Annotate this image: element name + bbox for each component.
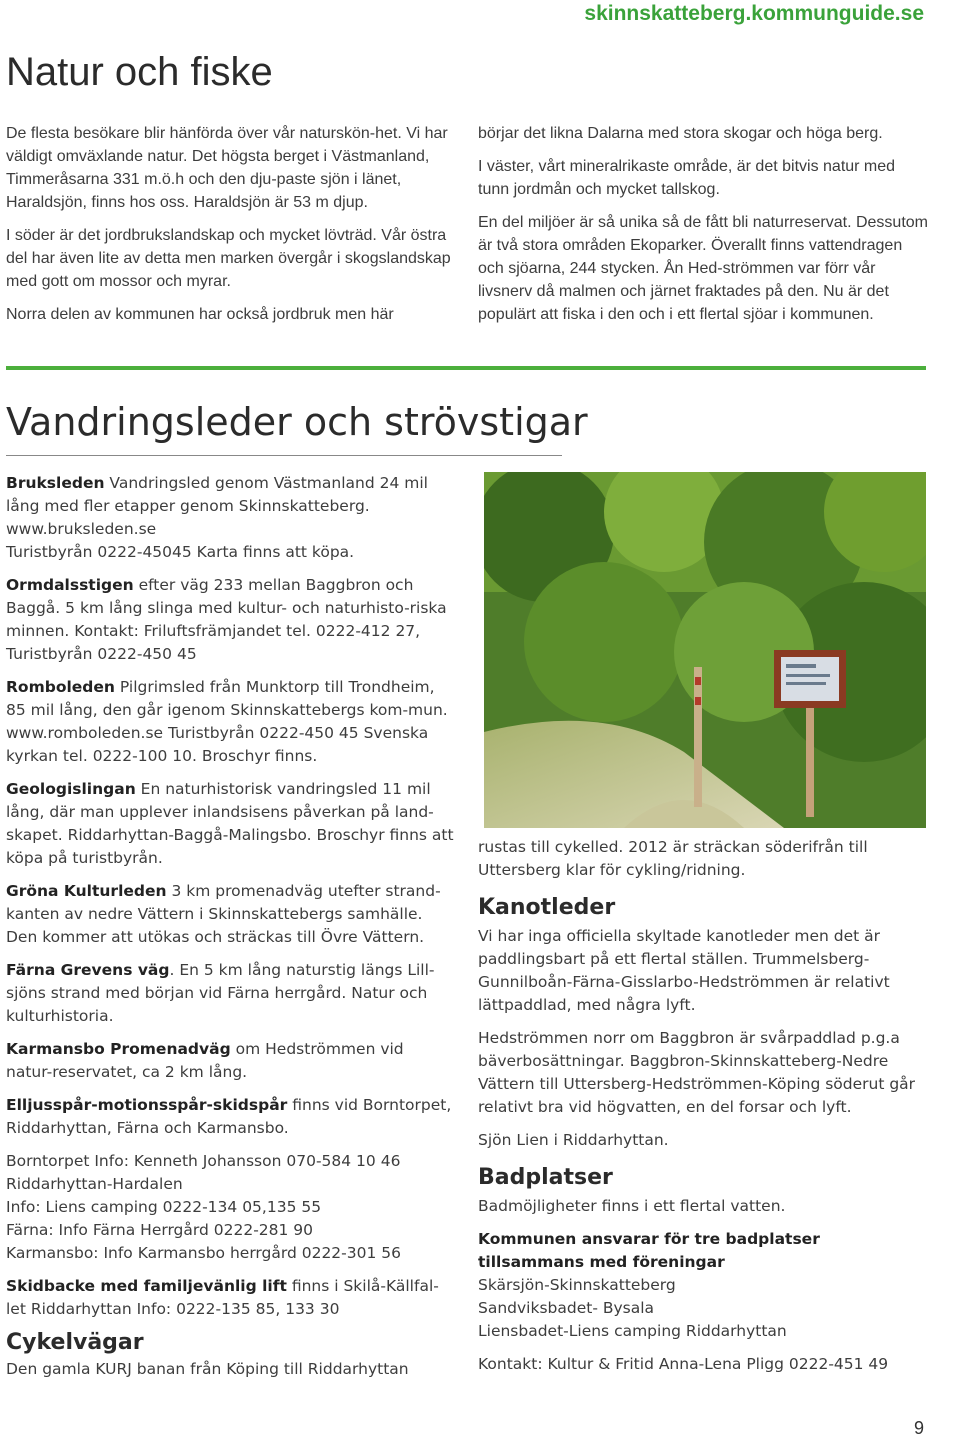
trail-text: . En 5 km lång naturstig längs Lill-sjöns strand med början vid Färna herrgård. Natur och kulturhistoria. bbox=[6, 961, 435, 1025]
contact-line: Info: Liens camping 0222-134 05,135 55 bbox=[6, 1198, 322, 1216]
skidbacke-name: Skidbacke med familjevänlig lift bbox=[6, 1277, 287, 1295]
intro-paragraph: De flesta besökare blir hänförda över vår naturskön-het. Vi har väldigt omväxlande natur. Det högsta berget i Västmanland, Timmeråsarna 331 m.ö.h och den dju-paste sjön i länet, Haraldsjön, finns hos oss. Haraldsjön är 53 m djup. bbox=[6, 125, 448, 211]
intro-paragraph: I väster, vårt mineralrikaste område, är det bitvis natur med tunn jordmån och mycket tallskog. bbox=[478, 158, 896, 198]
contact-line: Riddarhyttan-Hardalen bbox=[6, 1175, 183, 1193]
bad-intro: Badmöjligheter finns i ett flertal vatten. bbox=[478, 1197, 786, 1215]
intro-paragraph: Norra delen av kommunen har också jordbruk men här bbox=[6, 306, 394, 323]
section-title: Vandringsleder och strövstigar bbox=[6, 400, 588, 444]
intro-right-column bbox=[478, 122, 928, 336]
trail-text: Pilgrimsled från Munktorp till Trondheim, 85 mil lång, den går igenom Skinnskattebergs kom-mun. www.romboleden.se Turistbyrån 0222-450 45 Svenska kyrkan tel. 0222-100 10. Broschyr finns. bbox=[6, 678, 448, 765]
skidbacke-item bbox=[6, 1275, 454, 1321]
kanot-paragraph: Hedströmmen norr om Baggbron är svårpaddlad p.g.a bäverbosättningar. Baggbron-Skinnskatteberg-Nedre Vättern till Uttersberg-Hedströmmen-Köping söderut går relativt bra vid högvatten, en del forsar och lyft. bbox=[478, 1029, 916, 1116]
trail-name: Romboleden bbox=[6, 678, 115, 696]
section-divider bbox=[6, 366, 926, 370]
site-url[interactable]: skinnskatteberg.kommunguide.se bbox=[584, 2, 924, 25]
bad-place: Sandviksbadet- Bysala bbox=[478, 1299, 655, 1317]
trail-name: Elljusspår-motionsspår-skidspår bbox=[6, 1096, 288, 1114]
trail-name: Karmansbo Promenadväg bbox=[6, 1040, 231, 1058]
bad-place: Skärsjön-Skinnskatteberg bbox=[478, 1276, 676, 1294]
skidbacke-text: finns i Skilå-Källfal-let Riddarhyttan Info: 0222-135 85, 133 30 bbox=[6, 1277, 439, 1318]
trail-text: Vandringsled genom Västmanland 24 mil lång med fler etapper genom Skinnskatteberg. www.bruksleden.se bbox=[6, 474, 428, 538]
page-title: Natur och fiske bbox=[6, 50, 273, 94]
trail-text: En naturhistorisk vandringsled 11 mil lång, där man upplever inlandsisens påverkan på land-skapet. Riddarhyttan-Baggå-Malingsbo. Broschyr finns att köpa på turistbyrån. bbox=[6, 780, 454, 867]
trail-name: Geologislingan bbox=[6, 780, 136, 798]
trail-item bbox=[6, 778, 454, 870]
contact-line: Karmansbo: Info Karmansbo herrgård 0222-301 56 bbox=[6, 1244, 401, 1262]
trail-name: Bruksleden bbox=[6, 474, 105, 492]
contact-list bbox=[6, 1150, 454, 1265]
kanot-heading: Kanotleder bbox=[478, 895, 616, 920]
trail-item bbox=[6, 676, 454, 768]
intro-paragraph: börjar det likna Dalarna med stora skogar och höga berg. bbox=[478, 125, 883, 142]
trail-name: Gröna Kulturleden bbox=[6, 882, 167, 900]
trail-item bbox=[6, 880, 454, 949]
cykel-text-left: Den gamla KURJ banan från Köping till Riddarhyttan bbox=[6, 1360, 409, 1378]
kanot-paragraph: Vi har inga officiella skyltade kanotleder men det är paddlingsbart på ett flertal ställen. Trummelsberg-Gunnilboån-Färna-Gisslarbo-Hedströmmen är relativt lättpaddlad, med några lyft. bbox=[478, 927, 890, 1014]
intro-paragraph: I söder är det jordbrukslandskap och mycket lövträd. Vår östra del har även lite av detta men marken övergår i skogslandskap med gott om mossor och myrar. bbox=[6, 227, 451, 290]
title-underline bbox=[6, 455, 562, 456]
trail-name: Färna Grevens väg bbox=[6, 961, 170, 979]
trail-text: 3 km promenadväg utefter strand-kanten av nedre Vättern i Skinnskattebergs samhälle. Den kommer att utökas och sträckas till Övre Vättern. bbox=[6, 882, 441, 946]
kanot-paragraph: Sjön Lien i Riddarhyttan. bbox=[478, 1131, 669, 1149]
trail-item bbox=[6, 1038, 454, 1084]
bad-contact: Kontakt: Kultur & Fritid Anna-Lena Pligg 0222-451 49 bbox=[478, 1355, 889, 1373]
cykel-text-right: rustas till cykelled. 2012 är sträckan söderifrån till Uttersberg klar för cykling/ridning. bbox=[478, 838, 868, 879]
bad-heading: Badplatser bbox=[478, 1165, 613, 1190]
trail-extra: Turistbyrån 0222-45045 Karta finns att köpa. bbox=[6, 543, 355, 561]
bad-bold: Kommunen ansvarar för tre badplatser tillsammans med föreningar bbox=[478, 1230, 820, 1271]
trail-item bbox=[6, 472, 454, 564]
intro-paragraph: En del miljöer är så unika så de fått bli naturreservat. Dessutom är två stora områden Ekoparker. Överallt finns vattendragen och sjöarna, 244 stycken. Ån Hed-strömmen var förr vår livsnerv då malmen och järnet fraktades på den. Nu är det populärt att fiska i den och i ett flertal sjöar i kommunen. bbox=[478, 214, 928, 323]
contact-line: Borntorpet Info: Kenneth Johansson 070-584 10 46 bbox=[6, 1152, 401, 1170]
trail-item bbox=[6, 959, 454, 1028]
trail-item bbox=[6, 1094, 454, 1140]
contact-line: Färna: Info Färna Herrgård 0222-281 90 bbox=[6, 1221, 314, 1239]
cykel-heading: Cykelvägar bbox=[6, 1330, 144, 1355]
intro-left-column bbox=[6, 122, 454, 336]
trails-column bbox=[6, 472, 454, 1391]
page-number: 9 bbox=[913, 1418, 924, 1438]
bad-list bbox=[478, 1228, 926, 1343]
trail-item bbox=[6, 574, 454, 666]
trail-sign-photo bbox=[484, 472, 926, 828]
trail-text: efter väg 233 mellan Baggbron och Baggå. 5 km lång slinga med kultur- och naturhisto-riska minnen. Kontakt: Friluftsfrämjandet tel. 0222-412 27, Turistbyrån 0222-450 45 bbox=[6, 576, 447, 663]
right-lower-column bbox=[478, 836, 926, 1386]
trail-text: om Hedströmmen vid natur-reservatet, ca 2 km lång. bbox=[6, 1040, 404, 1081]
trail-text: finns vid Borntorpet, Riddarhyttan, Färna och Karmansbo. bbox=[6, 1096, 452, 1137]
bad-place: Liensbadet-Liens camping Riddarhyttan bbox=[478, 1322, 787, 1340]
trail-name: Ormdalsstigen bbox=[6, 576, 134, 594]
